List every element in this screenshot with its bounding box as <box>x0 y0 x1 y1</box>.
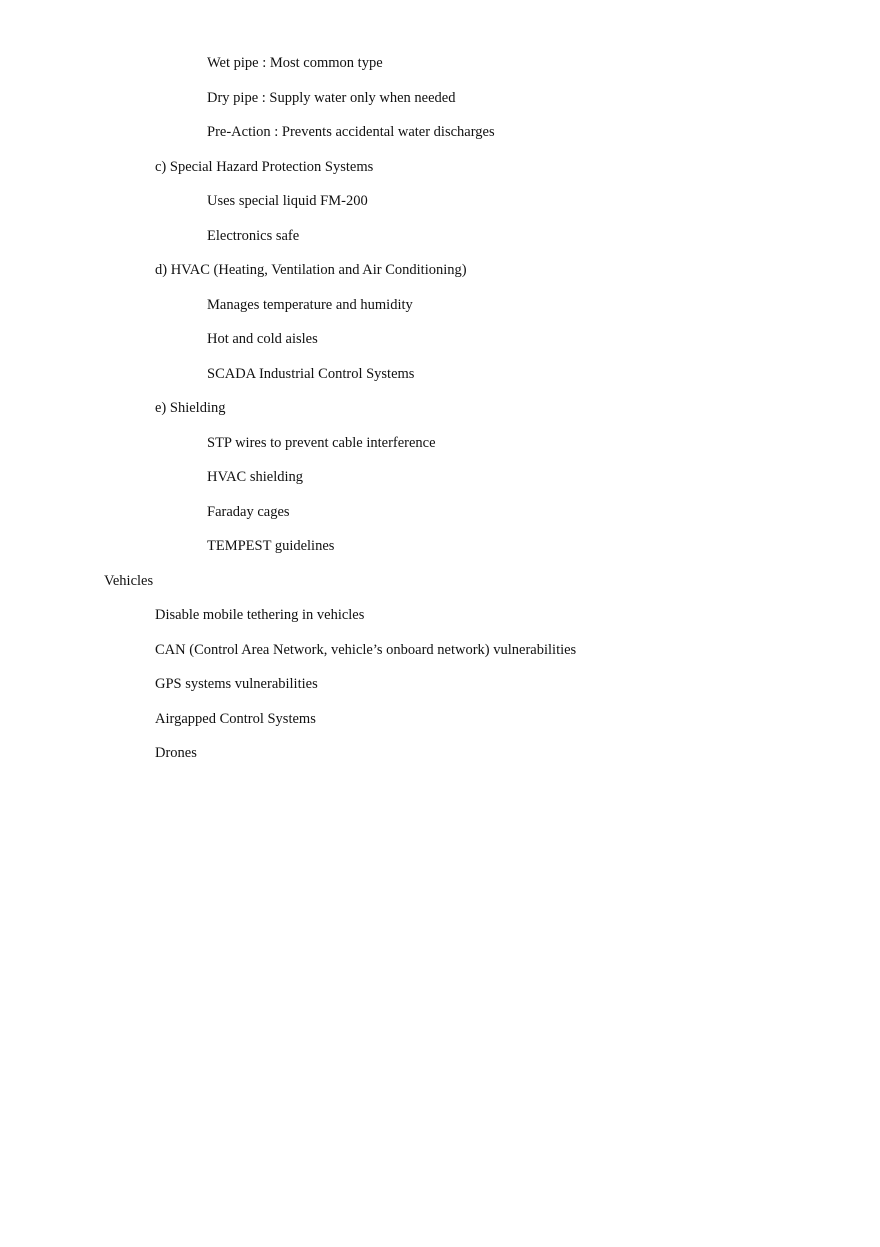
outline-item: Pre-Action : Prevents accidental water discharges <box>207 124 495 140</box>
outline-list <box>0 51 880 776</box>
outline-item: Drones <box>155 745 197 761</box>
section-heading: Vehicles <box>104 572 154 589</box>
outline-item: Airgapped Control Systems <box>155 710 316 727</box>
outline-item: Uses special liquid FM-200 <box>207 193 368 209</box>
outline-item: Hot and cold aisles <box>207 331 318 347</box>
outline-item: Dry pipe : Supply water only when needed <box>207 89 456 106</box>
outline-item: Disable mobile tethering in vehicles <box>155 607 365 623</box>
outline-item: CAN (Control Area Network, vehicle’s onboard network) vulnerabilities <box>155 641 577 658</box>
outline-item: Faraday cages <box>207 503 290 520</box>
outline-item: TEMPEST guidelines <box>207 538 335 554</box>
outline-heading: e) Shielding <box>155 400 226 416</box>
outline-item: STP wires to prevent cable interference <box>207 434 436 451</box>
outline-item: HVAC shielding <box>207 469 304 485</box>
outline-item: Wet pipe : Most common type <box>207 55 383 71</box>
outline-item: SCADA Industrial Control Systems <box>207 365 415 382</box>
outline-heading: c) Special Hazard Protection Systems <box>155 158 374 175</box>
outline-heading: d) HVAC (Heating, Ventilation and Air Conditioning) <box>155 262 467 278</box>
outline-item: GPS systems vulnerabilities <box>155 676 318 692</box>
outline-item: Electronics safe <box>207 227 300 244</box>
outline-item: Manages temperature and humidity <box>207 296 413 313</box>
